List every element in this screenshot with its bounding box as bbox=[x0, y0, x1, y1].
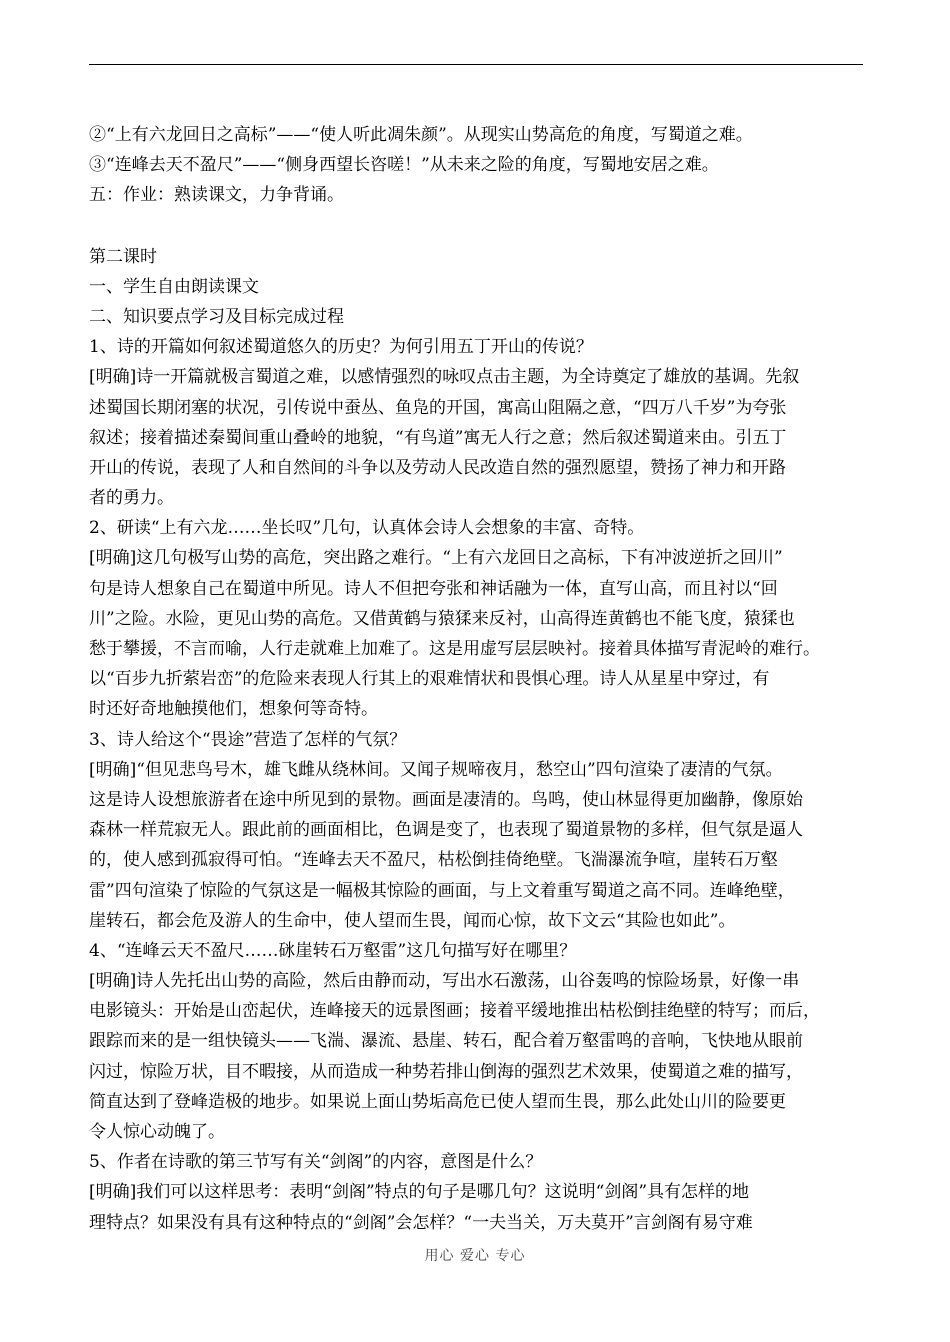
text-line: 者的勇力。 bbox=[89, 488, 174, 509]
document-body bbox=[89, 120, 869, 1238]
text-line: [明确]诗人先托出山势的高险，然后由静而动，写出水石激荡，山谷轰鸣的惊险场景，好像一串 bbox=[89, 971, 800, 992]
text-line: 句是诗人想象自己在蜀道中所见。诗人不但把夸张和神话融为一体，直写山高，而且衬以“回 bbox=[89, 578, 778, 599]
text-line: 雷”四句渲染了惊险的气氛这是一幅极其惊险的画面，与上文着重写蜀道之高不同。连峰绝壁， bbox=[89, 880, 795, 901]
text-line: 简直达到了登峰造极的地步。如果说上面山势垢高危已使人望而生畏，那么此处山川的险要更 bbox=[89, 1091, 786, 1112]
text-line: 川”之险。水险，更见山势的高危。又借黄鹤与猿猱来反衬，山高得连黄鹤也不能飞度，猿猱也 bbox=[89, 608, 795, 629]
text-line: 以“百步九折萦岩峦”的危险来表现人行其上的艰难情状和畏惧心理。诗人从星星中穿过，有 bbox=[89, 669, 770, 690]
text-line: 5、作者在诗歌的第三节写有关“剑阁”的内容，意图是什么？ bbox=[89, 1152, 543, 1173]
text-line: 这是诗人设想旅游者在途中所见到的景物。画面是凄清的。鸟鸣，使山林显得更加幽静，像原始 bbox=[89, 789, 803, 810]
text-line: 1、诗的开篇如何叙述蜀道悠久的历史？为何引用五丁开山的传说？ bbox=[89, 337, 593, 358]
text-line: 令人惊心动魄了。 bbox=[89, 1122, 225, 1142]
text-line: ②“上有六龙回日之高标”——“使人听此凋朱颜”。从现实山势高危的角度，写蜀道之难。 bbox=[89, 125, 753, 145]
text-line: ③“连峰去天不盈尺”——“侧身西望长咨嗟！”从未来之险的角度，写蜀地安居之难。 bbox=[89, 155, 719, 176]
text-line: 2、研读“上有六龙……坐长叹”几句，认真体会诗人会想象的丰富、奇特。 bbox=[89, 518, 645, 539]
text-line: 叙述；接着描述秦蜀间重山叠岭的地貌，“有鸟道”寓无人行之意；然后叙述蜀道来由。引五丁 bbox=[89, 427, 787, 448]
text-line: 闪过，惊险万状，目不暇接，从而造成一种势若排山倒海的强烈艺术效果，使蜀道之难的描写， bbox=[89, 1061, 803, 1082]
text-line: 愁于攀援，不言而喻，人行走就难上加难了。这是用虚写层层映衬。接着具体描写青泥岭的难行。 bbox=[89, 639, 820, 659]
text-line: 开山的传说，表现了人和自然间的斗争以及劳动人民改造自然的强烈愿望，赞扬了神力和开路 bbox=[89, 457, 786, 478]
text-line: 五：作业：熟读课文，力争背诵。 bbox=[89, 185, 344, 206]
text-line: [明确]“但见悲鸟号木，雄飞雌从绕林间。又闻子规啼夜月，愁空山”四句渲染了凄清的气氛。 bbox=[89, 759, 783, 780]
text-line: 崖转石，都会危及游人的生命中，使人望而生畏，闻而心惊，故下文云“其险也如此”。 bbox=[89, 910, 736, 931]
page-footer: 用心 爱心 专心 bbox=[424, 1248, 526, 1264]
text-line: 述蜀国长期闭塞的状况，引传说中蚕丛、鱼凫的开国，寓高山阻隔之意，“四万八千岁”为夸张 bbox=[89, 397, 787, 418]
text-line: 第二课时 bbox=[89, 246, 157, 267]
text-line: 4、“连峰云天不盈尺……砯崖转石万壑雷”这几句描写好在哪里？ bbox=[89, 940, 577, 961]
blank-line bbox=[89, 211, 869, 242]
text-line: 一、学生自由朗读课文 bbox=[89, 276, 259, 297]
text-line: [明确]我们可以这样思考：表明“剑阁”特点的句子是哪几句？这说明“剑阁”具有怎样的地 bbox=[89, 1182, 750, 1203]
text-line: 理特点？如果没有具有这种特点的“剑阁”会怎样？“一夫当关，万夫莫开”言剑阁有易守难 bbox=[89, 1212, 753, 1233]
text-line: 的，使人感到孤寂得可怕。“连峰去天不盈尺，枯松倒挂倚绝壁。飞湍瀑流争喧，崖转石万壑 bbox=[89, 850, 778, 871]
text-line: 跟踪而来的是一组快镜头——飞湍、瀑流、悬崖、转石，配合着万壑雷鸣的音响，飞快地从眼前 bbox=[89, 1031, 803, 1052]
text-line: 电影镜头：开始是山峦起伏，连峰接天的远景图画；接着平缓地推出枯松倒挂绝壁的特写；而后， bbox=[89, 1001, 820, 1022]
text-line: 森林一样荒寂无人。跟此前的画面相比，色调是变了，也表现了蜀道景物的多样，但气氛是逼人 bbox=[89, 820, 803, 841]
header-rule bbox=[89, 64, 863, 65]
text-line: [明确]诗一开篇就极言蜀道之难，以感情强烈的咏叹点击主题，为全诗奠定了雄放的基调。先叙 bbox=[89, 367, 800, 388]
text-line: [明确]这几句极写山势的高危，突出路之难行。“上有六龙回日之高标，下有冲波逆折之回川” bbox=[89, 548, 783, 569]
text-line: 时还好奇地触摸他们，想象何等奇特。 bbox=[89, 699, 378, 720]
text-line: 3、诗人给这个“畏途”营造了怎样的气氛？ bbox=[89, 729, 407, 750]
text-line: 二、知识要点学习及目标完成过程 bbox=[89, 306, 344, 327]
